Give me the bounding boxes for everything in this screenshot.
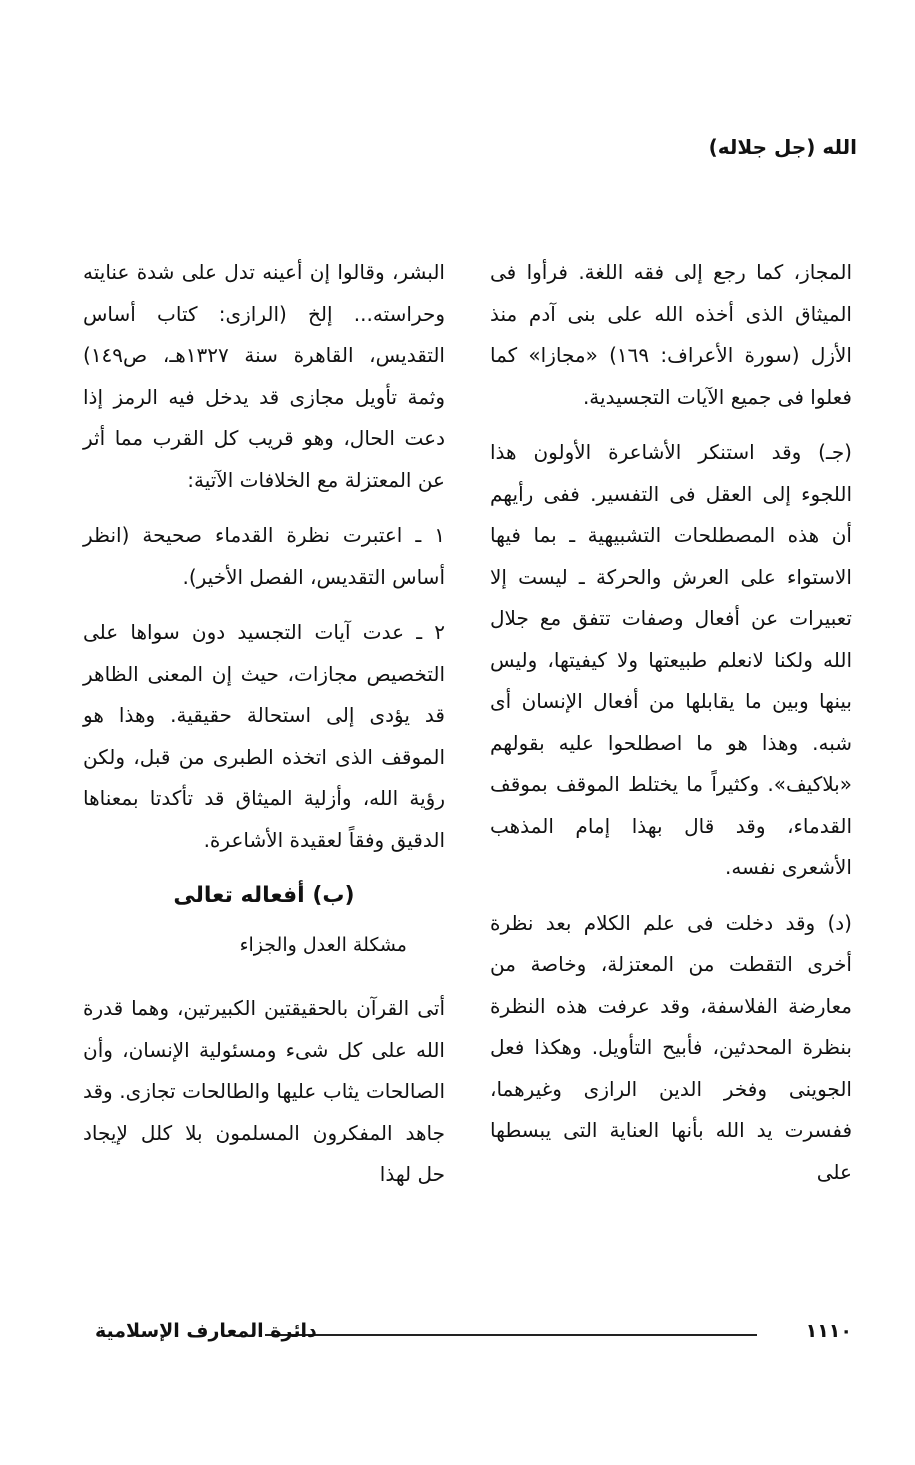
footer-rule <box>265 1334 757 1336</box>
paragraph: البشر، وقالوا إن أعينه تدل على شدة عنايته وحراسته... إلخ (الرازى: كتاب أساس التقديس، القاهرة سنة ١٣٢٧هـ، ص١٤٩) وثمة تأويل مجازى قد يدخل فيه الرمز إذا دعت الحال، وهو قريب كل القرب مما أثر عن المعتزلة مع الخلافات الآتية: <box>83 260 445 492</box>
running-header: الله (جل جلاله) <box>708 135 857 159</box>
paragraph: ١ ـ اعتبرت نظرة القدماء صحيحة (انظر أساس التقديس، الفصل الأخير). <box>83 523 445 589</box>
page-footer <box>95 1320 852 1350</box>
paragraph: (جـ) وقد استنكر الأشاعرة الأولون هذا اللجوء إلى العقل فى التفسير. ففى رأيهم أن هذه المصطلحات التشبيهية ـ بما فيها الاستواء على العرش والحركة ـ ليست إلا تعبيرات عن أفعال وصفات تتفق مع جلال الله ولكنا لانعلم طبيعتها ولا كيفيتها، وليس بينها وبين ما يقابلها من أفعال الإنسان أى شبه. وهذا هو ما اصطلحوا عليه بقولهم «بلاكيف». وكثيراً ما يختلط الموقف بموقف القدماء، وقد قال بهذا إمام المذهب الأشعرى نفسه. <box>490 440 852 879</box>
paragraph: أتى القرآن بالحقيقتين الكبيرتين، وهما قدرة الله على كل شىء ومسئولية الإنسان، وأن الصالحات يثاب عليها والطالحات تجازى. وقد جاهد المفكرون المسلمون بلا كلل لإيجاد حل لهذا <box>83 996 445 1186</box>
right-column <box>490 252 852 1207</box>
subsection-title: مشكلة العدل والجزاء <box>239 933 407 956</box>
left-column <box>83 252 445 1210</box>
page-number: ١١١٠ <box>805 1320 852 1342</box>
paragraph: المجاز، كما رجع إلى فقه اللغة. فرأوا فى الميثاق الذى أخذه الله على بنى آدم منذ الأزل (سورة الأعراف: ١٦٩) «مجازا» كما فعلوا فى جميع الآيات التجسيدية. <box>490 260 852 409</box>
section-heading: (ب) أفعاله تعالى <box>173 883 355 908</box>
paragraph: (د) وقد دخلت فى علم الكلام بعد نظرة أخرى التقطت من المعتزلة، وخاصة من معارضة الفلاسفة، وقد عرفت هذه النظرة بنظرة المحدثين، فأبيح التأويل. وهكذا فعل الجوينى وفخر الدين الرازى وغيرهما، ففسرت يد الله بأنها العناية التى يبسطها على <box>490 910 852 1184</box>
paragraph: ٢ ـ عدت آيات التجسيد دون سواها على التخصيص مجازات، حيث إن المعنى الظاهر قد يؤدى إلى استحالة حقيقية. وهذا هو الموقف الذى اتخذه الطبرى من قبل، ولكن رؤية الله، وأزلية الميثاق قد تأكدتا بمعناها الدقيق وفقاً لعقيدة الأشاعرة. <box>83 620 445 852</box>
journal-title: دائرة المعارف الإسلامية <box>95 1320 317 1342</box>
